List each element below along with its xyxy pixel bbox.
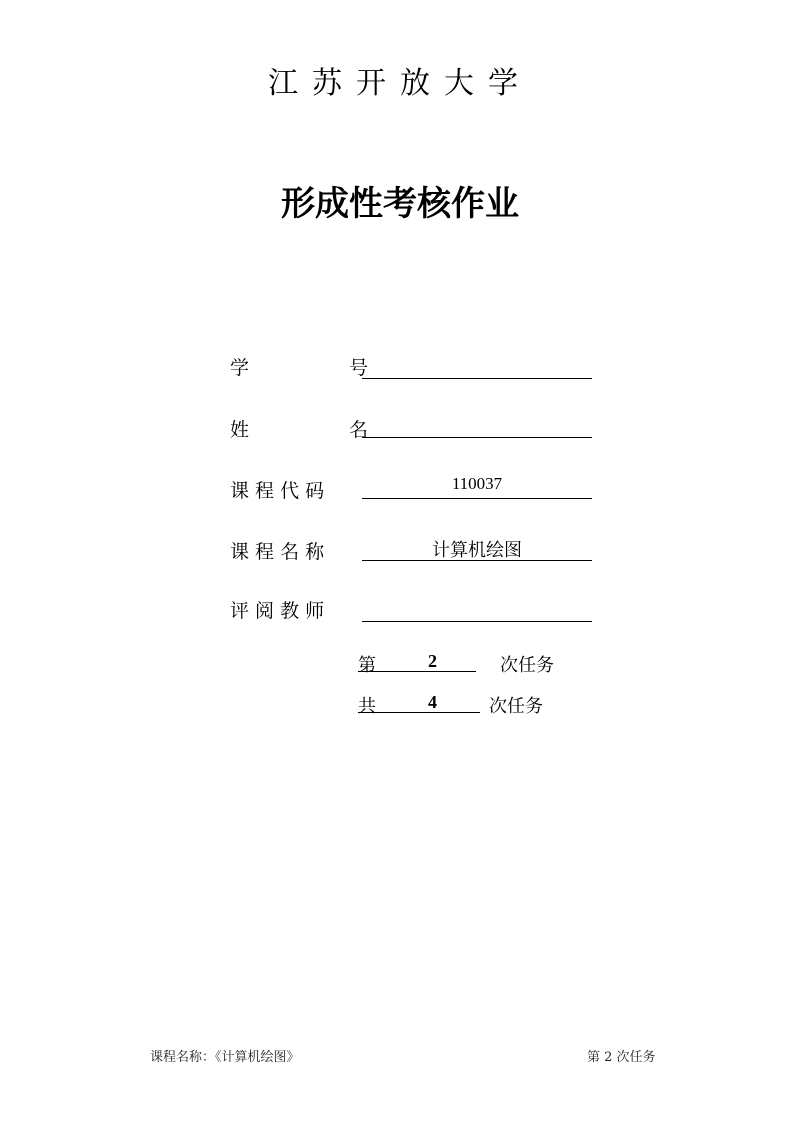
current-task-row bbox=[358, 651, 476, 676]
task-prefix: 共 bbox=[358, 696, 376, 717]
field-label-course-code: 课 程 代 码 bbox=[230, 480, 325, 502]
reviewer-field[interactable] bbox=[362, 597, 592, 622]
task-suffix: 次任务 bbox=[500, 655, 554, 676]
student-id-field[interactable] bbox=[362, 354, 592, 379]
course-code-field[interactable]: 110037 bbox=[362, 474, 592, 499]
field-label-reviewer: 评 阅 教 师 bbox=[230, 600, 325, 622]
name-field[interactable] bbox=[362, 413, 592, 438]
total-task-row bbox=[358, 692, 480, 717]
total-task-number: 4 bbox=[428, 692, 437, 712]
university-name: 江苏开放大学 bbox=[268, 66, 532, 101]
field-label-name bbox=[230, 415, 368, 442]
task-prefix: 第 bbox=[358, 655, 376, 676]
label-part: 学 bbox=[230, 357, 250, 379]
label-part: 姓 bbox=[230, 419, 250, 441]
field-label-course-name: 课 程 名 称 bbox=[230, 541, 325, 563]
field-label-student-id bbox=[230, 353, 368, 380]
label-part: 号 bbox=[349, 357, 369, 379]
course-name-field[interactable]: 计算机绘图 bbox=[362, 536, 592, 561]
task-suffix: 次任务 bbox=[489, 696, 543, 717]
page-title: 形成性考核作业 bbox=[281, 184, 519, 224]
footer-course: 课程名称：《计算机绘图》 bbox=[150, 1050, 300, 1065]
current-task-number: 2 bbox=[428, 651, 437, 671]
label-part: 名 bbox=[349, 419, 369, 441]
footer-task: 第 2 次任务 bbox=[587, 1050, 656, 1065]
